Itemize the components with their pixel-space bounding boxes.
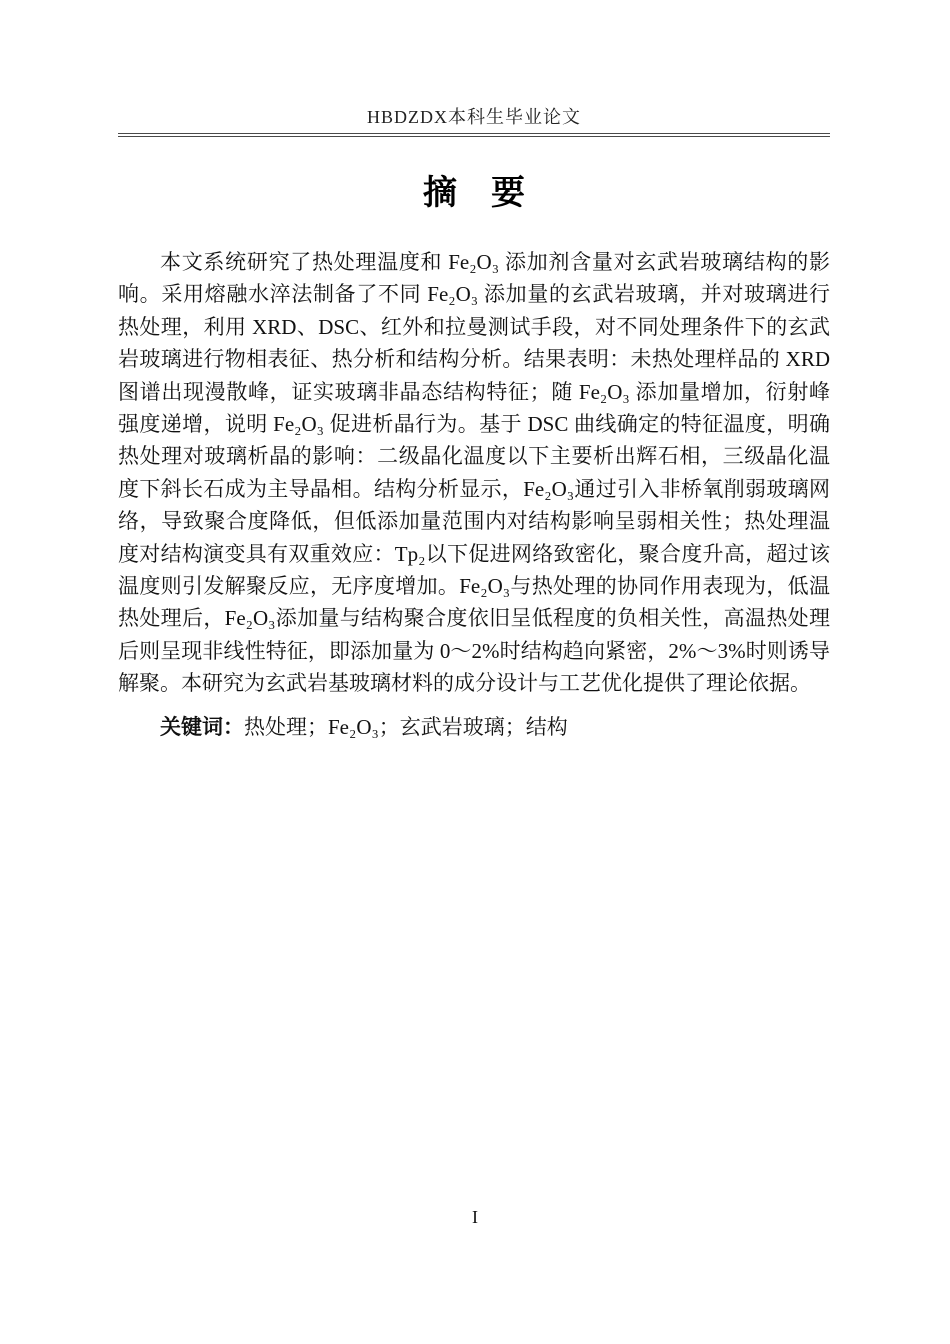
page-title: 摘 要 (423, 174, 525, 212)
keywords-label: 关键词： (160, 715, 244, 739)
header-double-rule (118, 133, 830, 137)
page-footer (0, 1205, 950, 1229)
running-header (118, 106, 830, 137)
page-number: I (472, 1207, 478, 1227)
page-content (118, 0, 830, 744)
keywords-text: 热处理；Fe₂O₃；玄武岩玻璃；结构 (244, 714, 568, 739)
header-title: HBDZDX本科生毕业论文 (367, 107, 581, 127)
abstract-paragraph: 本文系统研究了热处理温度和 Fe₂O₃ 添加剂含量对玄武岩玻璃结构的影响。采用熔融水淬法制备了不同 Fe₂O₃ 添加量的玄武岩玻璃，并对玻璃进行热处理，利用 XRD、DSC、红外和拉曼测试手段，对不同处理条件下的玄武岩玻璃进行物相表征、热分析和结构分析。结果表明：未热处理样品的 XRD 图谱出现漫散峰，证实玻璃非晶态结构特征；随 Fe₂O₃ 添加量增加，衍射峰强度递增，说明 Fe₂O₃ 促进析晶行为。基于 DSC 曲线确定的特征温度，明确热处理对玻璃析晶的影响：二级晶化温度以下主要析出辉石相，三级晶化温度下斜长石成为主导晶相。结构分析显示，Fe₂O₃通过引入非桥氧削弱玻璃网络，导致聚合度降低，但低添加量范围内对结构影响呈弱相关性；热处理温度对结构演变具有双重效应：Tp₂以下促进网络致密化，聚合度升高，超过该温度则引发解聚反应，无序度增加。Fe₂O₃与热处理的协同作用表现为，低温热处理后，Fe₂O₃添加量与结构聚合度依旧呈低程度的负相关性，高温热处理后则呈现非线性特征，即添加量为 0～2%时结构趋向紧密，2%～3%时则诱导解聚。本研究为玄武岩基玻璃材料的成分设计与工艺优化提供了理论依据。 (118, 250, 830, 696)
keywords-line (118, 711, 830, 744)
